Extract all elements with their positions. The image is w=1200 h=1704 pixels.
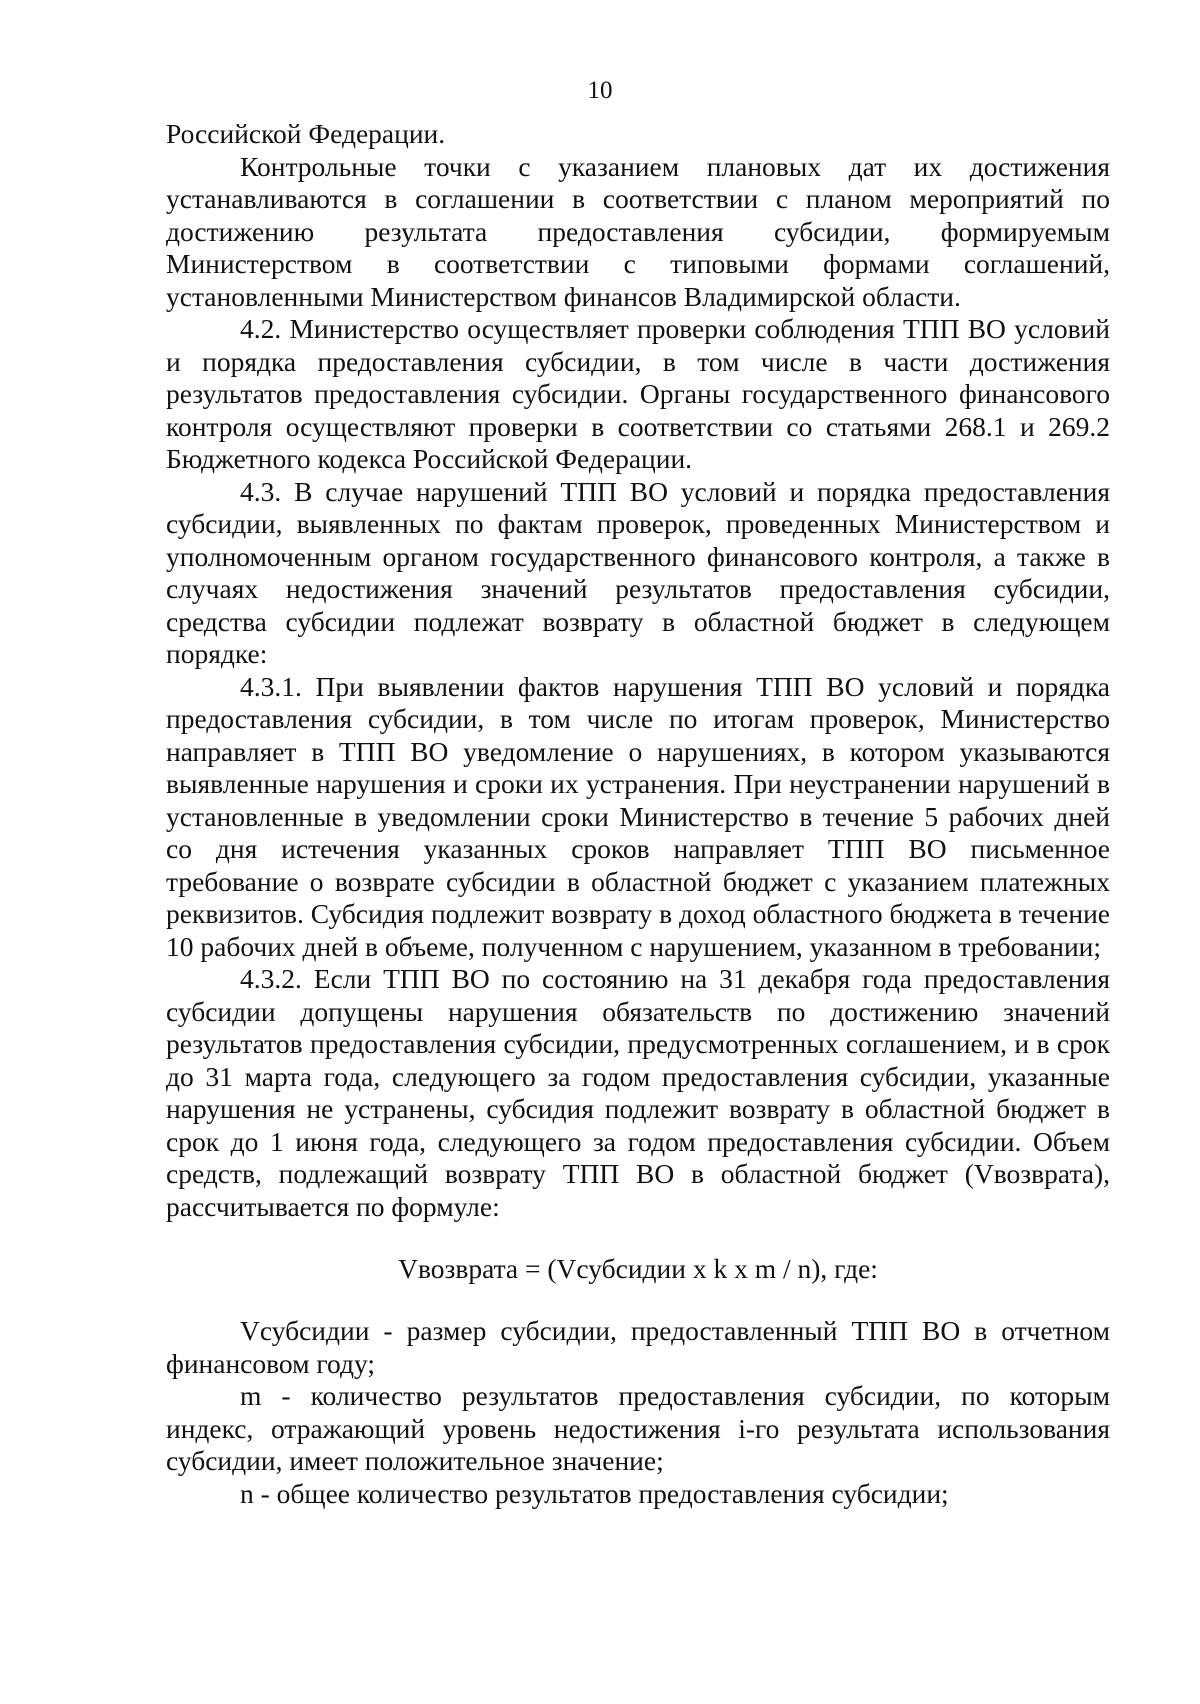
paragraph-continuation: Российской Федерации. [166, 118, 446, 149]
paragraph-control-points: Контрольные точки с указанием плановых дат их достижения устанавливаются в соглашении в соответствии с планом мероприятий по достижению результата предоставления субсидии, формируемым Министерством в соответствии с типовыми формами соглашений, установленными Министерством финансов Владимирской области. [166, 150, 1110, 312]
paragraph-4-3-1: 4.3.1. При выявлении фактов нарушения ТПП ВО условий и порядка предоставления субсидии, в том числе по итогам проверок, Министерство направляет в ТПП ВО уведомление о нарушениях, в котором указываются выявленные нарушения и сроки их устранения. При неустранении нарушений в установленные в уведомлении сроки Министерство в течение 5 рабочих дней со дня истечения указанных сроков направляет ТПП ВО письменное требование о возврате субсидии в областной бюджет с указанием платежных реквизитов. Субсидия подлежит возврату в доход областного бюджета в течение 10 рабочих дней в объеме, полученном с нарушением, указанном в требовании; [166, 670, 1110, 962]
paragraph-4-2: 4.2. Министерство осуществляет проверки соблюдения ТПП ВО условий и порядка предоставления субсидии, в том числе в части достижения результатов предоставления субсидии. Органы государственного финансового контроля осуществляют проверки в соответствии со статьями 268.1 и 269.2 Бюджетного кодекса Российской Федерации. [166, 313, 1110, 474]
page-number: 10 [587, 77, 613, 104]
definition-v-subsidy: Vсубсидии - размер субсидии, предоставленный ТПП ВО в отчетном финансовом году; [166, 1315, 1110, 1379]
paragraph-4-3: 4.3. В случае нарушений ТПП ВО условий и порядка предоставления субсидии, выявленных по фактам проверок, проведенных Министерством и уполномоченным органом государственного финансового контроля, а также в случаях недостижения значений результатов предоставления субсидии, средства субсидии подлежат возврату в областной бюджет в следующем порядке: [166, 475, 1110, 669]
definition-m: m - количество результатов предоставления субсидии, по которым индекс, отражающий уровень недостижения i-го результата использования субсидии, имеет положительное значение; [166, 1380, 1110, 1476]
definition-n: n - общее количество результатов предоставления субсидии; [240, 1477, 949, 1509]
refund-formula: Vвозврата = (Vсубсидии x k x m / n), где: [398, 1253, 878, 1284]
paragraph-4-3-2: 4.3.2. Если ТПП ВО по состоянию на 31 декабря года предоставления субсидии допущены нарушения обязательств по достижению значений результатов предоставления субсидии, предусмотренных соглашением, и в срок до 31 марта года, следующего за годом предоставления субсидии, указанные нарушения не устранены, субсидия подлежит возврату в областной бюджет в срок до 1 июня года, следующего за годом предоставления субсидии. Объем средств, подлежащий возврату ТПП ВО в областной бюджет (Vвозврата), рассчитывается по формуле: [166, 963, 1110, 1222]
document-body [166, 118, 1110, 1510]
